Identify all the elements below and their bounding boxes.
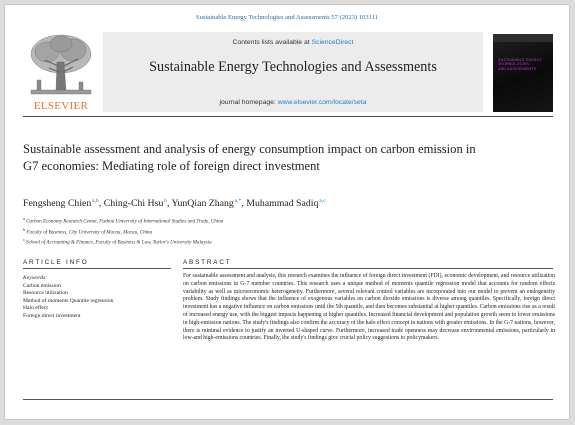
affiliation-text: Carbon Economy Research Center, Fuzhou University of International Studies and Trade, China — [26, 218, 224, 225]
keyword-item: Method of moments Quantile regression — [23, 297, 114, 304]
tree-logo-icon — [23, 32, 99, 100]
author-name[interactable]: YunQian Zhang — [171, 198, 234, 209]
author-list: Fengsheng Chien $^{a,b}$, Ching-Chi Hsu $^b$, YunQian Zhang $^{a,*}$, Muhammad Sadiq $^{a,c}$ — [23, 198, 326, 209]
journal-citation[interactable]: Sustainable Energy Technologies and Assessments 57 (2023) 103111 — [195, 14, 379, 21]
journal-cover[interactable] — [493, 34, 553, 112]
journal-title[interactable]: Sustainable Energy Technologies and Assessments — [149, 59, 437, 75]
affiliation-marker: c — [23, 237, 25, 243]
keywords-block — [23, 275, 183, 321]
keywords-label: Keywords: — [23, 275, 48, 281]
author-name[interactable]: Ching-Chi Hsu — [103, 198, 164, 209]
affiliation-item — [23, 226, 563, 237]
article-info-heading: ARTICLE INFO — [23, 259, 89, 266]
affiliation-item — [23, 215, 563, 226]
author-affiliation-ref[interactable]: a,* — [234, 198, 242, 204]
header-divider — [23, 116, 553, 117]
journal-homepage-line — [103, 99, 483, 106]
contents-line — [103, 39, 483, 46]
abstract-heading: ABSTRACT — [183, 259, 232, 266]
sciencedirect-link[interactable]: ScienceDirect — [311, 39, 354, 46]
affiliation-text: Faculty of Business, City University of Macau, Macau, China — [26, 229, 153, 236]
affiliation-text: School of Accounting & Finance, Faculty of Business & Law, Taylor's University Malaysia — [26, 240, 212, 247]
contents-prefix: Contents lists available at — [232, 39, 312, 46]
author-affiliation-ref[interactable]: a,b — [92, 198, 99, 204]
article-page — [4, 4, 570, 420]
homepage-link[interactable]: www.elsevier.com/locate/seta — [277, 99, 367, 106]
article-info-divider — [23, 268, 171, 269]
abstract-divider — [183, 268, 553, 269]
cover-band — [493, 34, 553, 42]
cover-text-line: AND ASSESSMENTS — [498, 66, 537, 71]
keyword-item: Carbon emission — [23, 282, 61, 289]
homepage-prefix: journal homepage: — [219, 99, 278, 106]
keyword-item: Resource utilization — [23, 290, 68, 297]
affiliation-marker: b — [23, 226, 26, 232]
cover-text — [498, 58, 542, 71]
publisher-name: ELSEVIER — [33, 100, 89, 112]
cover-text-line: TECHNOLOGIES — [498, 62, 529, 67]
article-title: Sustainable assessment and analysis of energy consumption impact on carbon emission in G7 economies: Mediating role of foreign direct investment — [23, 142, 476, 173]
author-affiliation-ref[interactable]: a,c — [319, 198, 326, 204]
author-affiliation-ref[interactable]: b — [164, 198, 167, 204]
affiliation-list — [23, 215, 563, 247]
abstract-text: For sustainable assessment and analysis, this research examines the influence of foreign direct investment (FDI), economic development, and resource utilization on carbon emissions in G-7 member countries. This research uses a unique method of moments quantile regression model that accounts for random effects variability as well as microeconomic heterogeneity. Furthermore, several relevant control variables are incorporated into our model to prevent an endogeneity problem. Study findings shows that the influence of exogenous variables on carbon dioxide emissions is diverse among quantiles. Specifically, foreign direct investment has a negative influence on carbon emissions until the 5th quantile, and then becomes substantial at higher quantiles. Carbon emissions rise as a result of increased energy use, with the biggest impacts happening at higher quantiles. Increased financial development and population growth seem to lower emissions in high-emission nations. The study's findings also confirm the accuracy of the halo effect concept in nations with greater emissions. In the G-7 nations, however, there is minimal evidence to justify an inverted U-shaped curve. Furthermore, increased trade openness may decrease environmental emissions, particularly in low-and high-emissions countries. Finally, the study's findings give crucial policy suggestions to policymakers. — [183, 273, 555, 342]
author-name[interactable]: Muhammad Sadiq — [246, 198, 319, 209]
cover-text-line: SUSTAINABLE ENERGY — [498, 58, 543, 62]
keyword-item: Foreign direct investment — [23, 312, 81, 319]
author-name[interactable]: Fengsheng Chien — [23, 198, 92, 209]
section-divider — [23, 399, 553, 400]
affiliation-marker: a — [23, 216, 25, 221]
publisher-logo[interactable] — [23, 32, 99, 112]
journal-header — [23, 32, 553, 112]
affiliation-item — [23, 236, 563, 247]
journal-masthead — [103, 32, 483, 112]
keyword-item: Halo effect — [23, 305, 48, 312]
